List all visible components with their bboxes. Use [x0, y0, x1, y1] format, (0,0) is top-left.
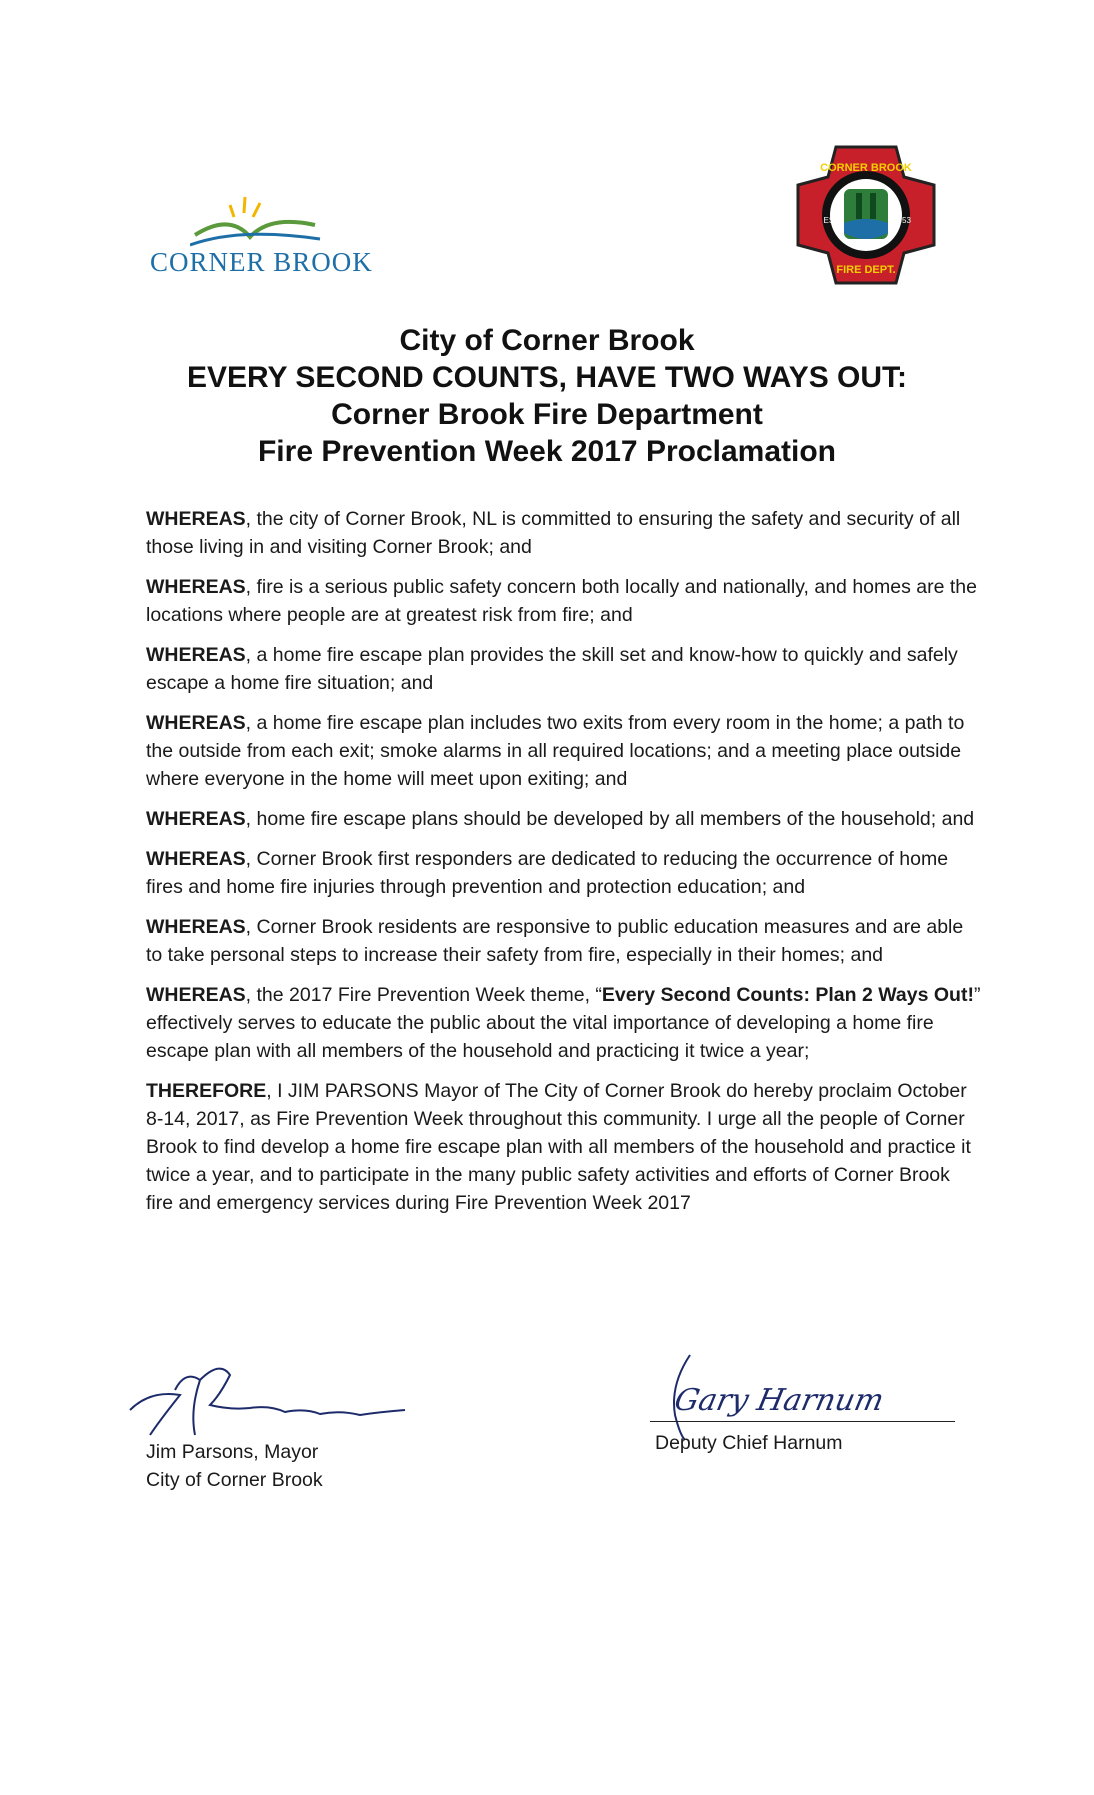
whereas-paragraph	[146, 709, 981, 793]
whereas-keyword: WHEREAS	[146, 576, 246, 598]
paragraph-text: ” effectively serves to educate the public about the vital importance of developing a home fire escape plan with all members of the household and practicing it twice a year;	[146, 984, 981, 1062]
title-line-2: EVERY SECOND COUNTS, HAVE TWO WAYS OUT:	[186, 361, 908, 394]
mayor-org: City of Corner Brook	[146, 1469, 323, 1491]
whereas-paragraph	[146, 913, 981, 969]
seal-est-text: EST.	[823, 216, 841, 225]
logo-mark-icon	[190, 195, 330, 255]
paragraph-text: , Corner Brook residents are responsive to public education measures and are able to take personal steps to increase their safety from fire, especially in their homes; and	[146, 916, 964, 966]
therefore-keyword: THEREFORE	[146, 1080, 267, 1102]
seal-year-text: 1953	[893, 216, 911, 225]
whereas-keyword: WHEREAS	[146, 916, 246, 938]
seal-top-text: CORNER BROOK	[820, 162, 912, 174]
corner-brook-logo	[150, 195, 380, 275]
whereas-keyword: WHEREAS	[146, 808, 246, 830]
mayor-signature-icon	[120, 1350, 420, 1450]
logo-text: CORNER BROOK	[150, 247, 373, 277]
therefore-paragraph	[146, 1077, 981, 1217]
proclamation-body	[146, 505, 981, 1229]
whereas-keyword: WHEREAS	[146, 712, 246, 734]
whereas-paragraph	[146, 845, 981, 901]
whereas-keyword: WHEREAS	[146, 848, 246, 870]
proclamation-title-block	[0, 322, 1094, 470]
mayor-name: Jim Parsons, Mayor	[146, 1441, 319, 1463]
whereas-keyword: WHEREAS	[146, 644, 246, 666]
theme-paragraph	[146, 981, 981, 1065]
deputy-chief-name: Deputy Chief Harnum	[655, 1432, 843, 1454]
title-line-1: City of Corner Brook	[399, 324, 695, 357]
whereas-paragraph	[146, 505, 981, 561]
mayor-name-title	[146, 1438, 323, 1494]
signature-line	[650, 1421, 955, 1422]
paragraph-text: , a home fire escape plan includes two exits from every room in the home; a path to the outside from each exit; smoke alarms in all required locations; and a meeting place outside where everyone in the home will meet upon exiting; and	[146, 712, 965, 790]
whereas-paragraph	[146, 573, 981, 629]
paragraph-text: , fire is a serious public safety concern both locally and nationally, and homes are the locations where people are at greatest risk from fire; and	[146, 576, 977, 626]
deputy-chief-handwriting: Gary Harnum	[671, 1383, 887, 1418]
paragraph-text: , a home fire escape plan provides the skill set and know-how to quickly and safely escape a home fire situation; and	[146, 644, 958, 694]
title-line-3: Corner Brook Fire Department	[331, 398, 763, 431]
whereas-paragraph	[146, 805, 981, 833]
whereas-paragraph	[146, 641, 981, 697]
paragraph-text: , home fire escape plans should be developed by all members of the household; and	[245, 808, 975, 830]
paragraph-text: , the 2017 Fire Prevention Week theme, “	[245, 984, 602, 1006]
paragraph-text: , the city of Corner Brook, NL is committed to ensuring the safety and security of all those living in and visiting Corner Brook; and	[146, 508, 961, 558]
whereas-keyword: WHEREAS	[146, 508, 246, 530]
seal-bottom-text: FIRE DEPT.	[836, 264, 896, 276]
title-line-4: Fire Prevention Week 2017 Proclamation	[257, 435, 836, 468]
theme-slogan: Every Second Counts: Plan 2 Ways Out!	[601, 984, 974, 1006]
paragraph-text: , Corner Brook first responders are dedicated to reducing the occurrence of home fires and home fire injuries through prevention and protection education; and	[146, 848, 949, 898]
paragraph-text: , I JIM PARSONS Mayor of The City of Corner Brook do hereby proclaim October 8-14, 2017, as Fire Prevention Week throughout this community. I urge all the people of Corner Brook to find develop a home fire escape plan with all members of the household and practice it twice a year, and to participate in the many public safety activities and efforts of Corner Brook fire and emergency services during Fire Prevention Week 2017	[146, 1080, 971, 1214]
fire-department-seal	[782, 145, 950, 285]
whereas-keyword: WHEREAS	[146, 984, 246, 1006]
